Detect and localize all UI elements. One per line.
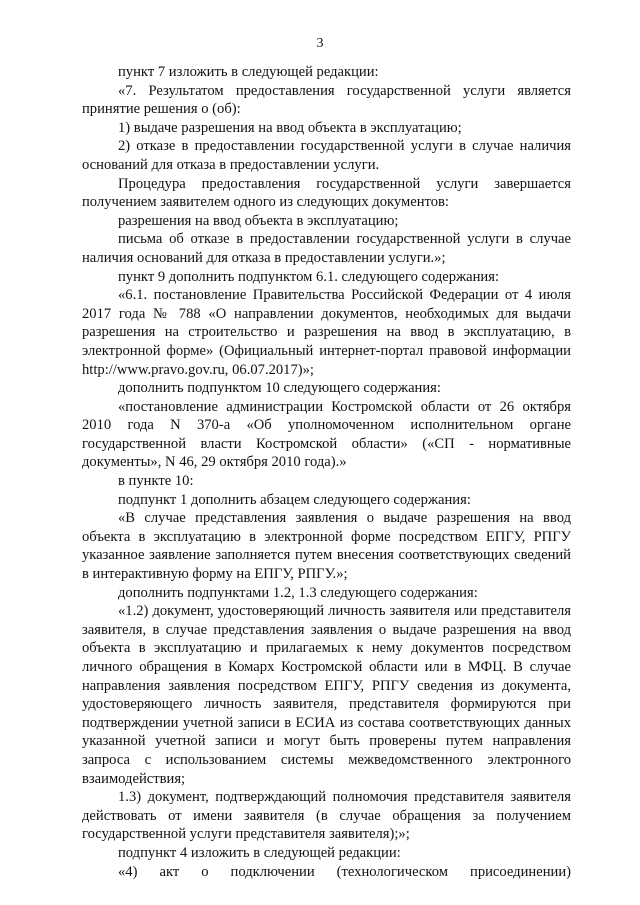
paragraph: письма об отказе в предоставлении государственной услуги в случае наличия оснований для отказа в предоставлении услуги.»; — [82, 231, 571, 266]
paragraph: «6.1. постановление Правительства Российской Федерации от 4 июля 2017 года № 788 «О направлении документов, необходимых для выдачи разрешения на строительство и разрешения на ввод в эксплуатацию, в электронной форме» (Официальный интернет-портал правовой информации http://www.pravo.gov.ru, 06.07.2017)»; — [82, 287, 571, 378]
paragraph: дополнить подпунктом 10 следующего содержания: — [118, 380, 441, 397]
paragraph: подпункт 1 дополнить абзацем следующего содержания: — [118, 491, 471, 508]
paragraph: «7. Результатом предоставления государственной услуги является принятие решения о (об): — [82, 82, 571, 118]
paragraph: разрешения на ввод объекта в эксплуатацию; — [118, 212, 399, 229]
paragraph: Процедура предоставления государственной услуги завершается получением заявителем одного из следующих документов: — [82, 175, 571, 211]
paragraph: пункт 7 изложить в следующей редакции: — [118, 64, 379, 80]
paragraph: в пункте 10: — [118, 473, 194, 490]
paragraph: 1.3) документ, подтверждающий полномочия представителя заявителя действовать от имени заявителя (в случае обращения за получением государственной услуги представителя заявителя);»; — [82, 789, 571, 843]
paragraph: 2) отказе в предоставлении государственной услуги в случае наличия оснований для отказа в предоставлении услуги. — [82, 138, 571, 173]
paragraph: подпункт 4 изложить в следующей редакции: — [118, 844, 401, 861]
paragraph: «В случае представления заявления о выдаче разрешения на ввод объекта в эксплуатацию в электронной форме посредством ЕПГУ, РПГУ указанное заявление заполняется путем внесения соответствующих сведений в интерактивную форму на ЕПГУ, РПГУ.»; — [82, 510, 571, 583]
paragraph: «постановление администрации Костромской области от 26 октября 2010 года N 370-а «Об уполномоченном исполнительном органе государственной власти Костромской области» («СП - нормативные документы», N 46, 29 октября 2010 года).» — [82, 398, 571, 471]
page-number: 3 — [316, 36, 324, 51]
paragraph: пункт 9 дополнить подпунктом 6.1. следующего содержания: — [118, 268, 500, 285]
document-body — [82, 63, 571, 881]
paragraph: «4) акт о подключении (технологическом присоединении) — [118, 863, 571, 880]
paragraph: «1.2) документ, удостоверяющий личность заявителя или представителя заявителя, в случае представления заявления о выдаче разрешения на ввод объекта в эксплуатацию и прилагаемых к нему документов посредством личного обращения в Комарх Костромской области или в МФЦ. В случае направления заявления посредством ЕПГУ, РПГУ сведения из документа, удостоверяющего личность заявителя, представителя формируются при подтверждении учетной записи в ЕСИА из состава соответствующих данных указанной учетной записи и могут быть проверены путем направления запроса с использованием системы межведомственного электронного взаимодействия; — [82, 603, 571, 787]
paragraph: 1) выдаче разрешения на ввод объекта в эксплуатацию; — [118, 119, 462, 136]
paragraph: дополнить подпунктами 1.2, 1.3 следующего содержания: — [118, 584, 478, 601]
